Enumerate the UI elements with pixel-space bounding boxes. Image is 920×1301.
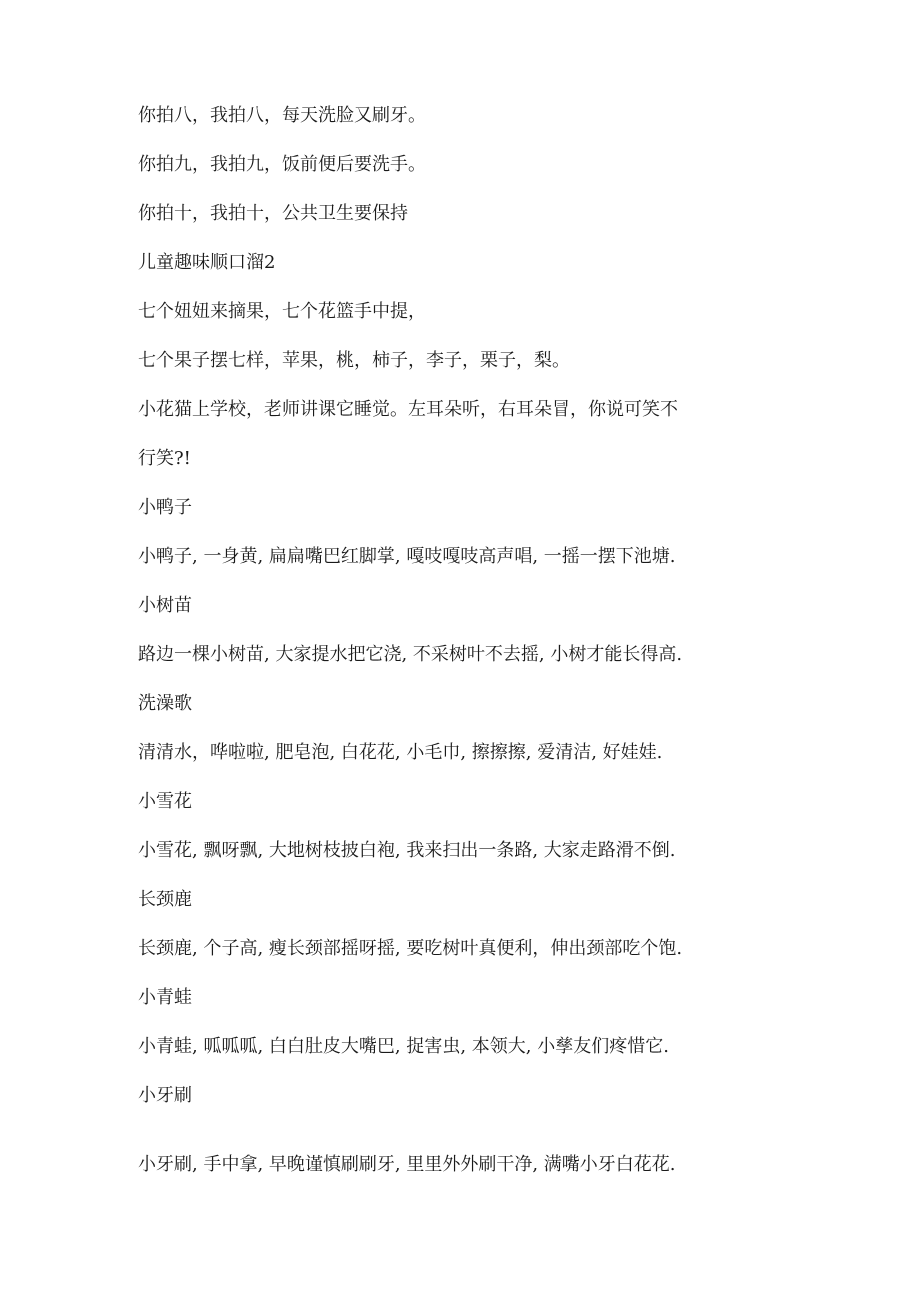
poem-body-frog: 小青蛙, 呱呱呱, 白白肚皮大嘴巴, 捉害虫, 本领大, 小孳友们疼惜它. — [138, 1036, 669, 1057]
section-heading: 儿童趣味顺口溜2 — [138, 252, 276, 273]
poem-title-giraffe: 长颈鹿 — [138, 889, 192, 910]
verse-line-seven-girls: 七个妞妞来摘果，七个花篮手中提， — [138, 301, 426, 322]
poem-title-toothbrush: 小牙刷 — [138, 1085, 192, 1106]
poem-title-snowflake: 小雪花 — [138, 791, 192, 812]
poem-body-giraffe: 长颈鹿, 个子高, 瘦长颈部摇呀摇, 要吃树叶真便利，伸出颈部吃个饱. — [138, 938, 683, 959]
verse-line-clap-eight: 你拍八，我拍八，每天洗脸又刷牙。 — [138, 105, 426, 126]
poem-body-toothbrush: 小牙刷, 手中拿, 早晚谨慎刷刷牙, 里里外外刷干净, 满嘴小牙白花花. — [138, 1154, 676, 1175]
verse-line-kitten-end: 行笑?! — [138, 448, 191, 469]
verse-line-clap-nine: 你拍九，我拍九，饭前便后要洗手。 — [138, 154, 426, 175]
verse-line-seven-fruits: 七个果子摆七样，苹果，桃，柿子，李子，栗子，梨。 — [138, 350, 570, 371]
poem-title-frog: 小青蛙 — [138, 987, 192, 1008]
poem-title-sapling: 小树苗 — [138, 595, 192, 616]
poem-body-bath-song: 清清水，哗啦啦, 肥皂泡, 白花花, 小毛巾, 擦擦擦, 爱清洁, 好娃娃. — [138, 742, 663, 763]
poem-title-bath-song: 洗澡歌 — [138, 693, 192, 714]
poem-title-duckling: 小鸭子 — [138, 497, 192, 518]
poem-body-sapling: 路边一棵小树苗, 大家提水把它浇, 不采树叶不去摇, 小树才能长得高. — [138, 644, 683, 665]
poem-body-snowflake: 小雪花, 飘呀飘, 大地树枝披白袍, 我来扫出一条路, 大家走路滑不倒. — [138, 840, 676, 861]
poem-body-duckling: 小鸭子, 一身黄, 扁扁嘴巴红脚掌, 嘎吱嘎吱高声唱, 一摇一摆下池塘. — [138, 546, 676, 567]
verse-line-kitten: 小花猫上学校，老师讲课它睡觉。左耳朵听，右耳朵冒，你说可笑不 — [138, 399, 678, 420]
verse-line-clap-ten: 你拍十，我拍十，公共卫生要保持 — [138, 203, 408, 224]
